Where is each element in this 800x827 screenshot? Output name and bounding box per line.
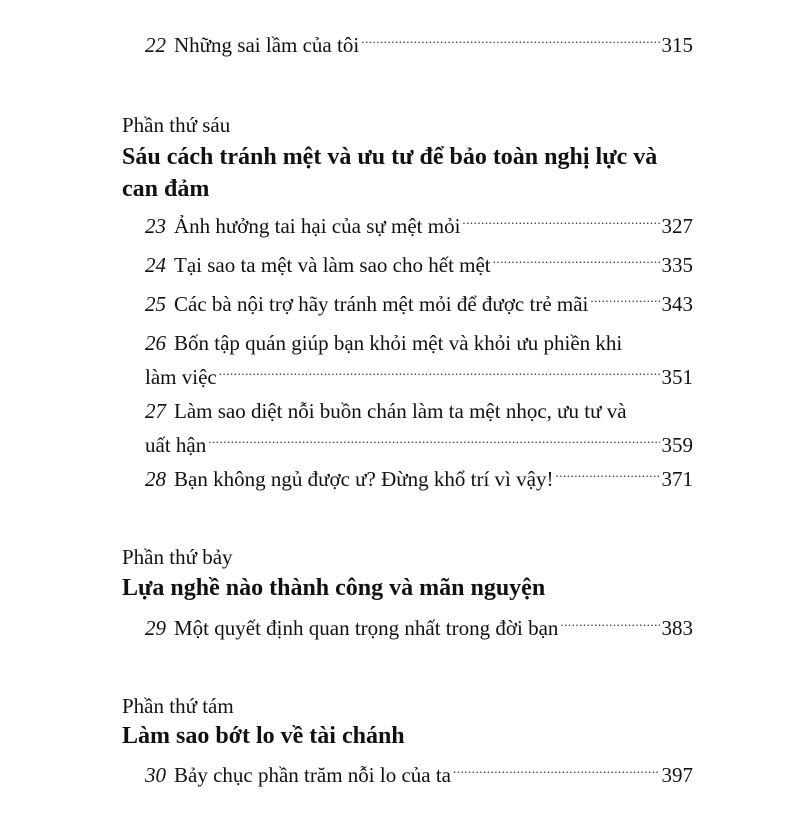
dot-leader	[453, 761, 660, 782]
chapter-title: Các bà nội trợ hãy tránh mệt mỏi để được trẻ mãi	[174, 292, 589, 316]
dot-leader	[208, 431, 659, 452]
page-number: 343	[661, 292, 693, 316]
part-label: Phần thứ sáu	[122, 113, 231, 137]
chapter-title-line: Bốn tập quán giúp bạn khỏi mệt và khỏi ưu phiền khi	[174, 331, 623, 355]
part-label: Phần thứ tám	[122, 694, 234, 718]
page-number: 351	[661, 365, 693, 389]
dot-leader	[560, 614, 659, 635]
toc-entry[interactable]	[145, 611, 693, 645]
toc-entry[interactable]	[145, 209, 693, 243]
chapter-number: 26	[145, 331, 166, 355]
part-title-line: Sáu cách tránh mệt và ưu tư để bảo toàn nghị lực và	[122, 144, 658, 170]
page-number: 335	[661, 253, 693, 277]
toc-entry[interactable]	[145, 28, 693, 62]
chapter-title-line: Làm sao diệt nỗi buồn chán làm ta mệt nhọc, ưu tư và	[174, 399, 627, 423]
page-number: 397	[661, 763, 693, 787]
chapter-number: 28	[145, 467, 166, 491]
chapter-title: Những sai lầm của tôi	[174, 33, 360, 57]
part-title: Làm sao bớt lo về tài chánh	[122, 723, 405, 749]
chapter-number: 29	[145, 616, 166, 640]
dot-leader	[555, 465, 659, 486]
toc-entry[interactable]	[145, 326, 693, 394]
chapter-number: 27	[145, 399, 166, 423]
dot-leader	[493, 251, 660, 272]
toc-entry[interactable]	[145, 287, 693, 321]
toc-entry[interactable]	[145, 394, 693, 462]
chapter-number: 25	[145, 292, 166, 316]
chapter-title-line: uất hận	[145, 433, 207, 457]
chapter-number: 23	[145, 214, 166, 238]
page-number: 359	[661, 433, 693, 457]
part-label: Phần thứ bảy	[122, 545, 233, 569]
part-title-line: can đảm	[122, 176, 210, 202]
part-title: Lựa nghề nào thành công và mãn nguyện	[122, 575, 546, 601]
chapter-title: Tại sao ta mệt và làm sao cho hết mệt	[174, 253, 491, 277]
dot-leader	[590, 290, 659, 311]
page-number: 371	[661, 467, 693, 491]
chapter-number: 24	[145, 253, 166, 277]
part-title	[122, 141, 712, 205]
chapter-number: 30	[145, 763, 166, 787]
toc-entry[interactable]	[145, 462, 693, 496]
dot-leader	[361, 31, 659, 52]
chapter-title: Một quyết định quan trọng nhất trong đời bạn	[174, 616, 559, 640]
chapter-title: Bạn không ngủ được ư? Đừng khổ trí vì vậy!	[174, 467, 554, 491]
chapter-title-line: làm việc	[145, 365, 217, 389]
dot-leader	[462, 212, 659, 233]
dot-leader	[219, 363, 660, 384]
page-number: 383	[661, 616, 693, 640]
chapter-title: Bảy chục phần trăm nỗi lo của ta	[174, 763, 451, 787]
chapter-title: Ảnh hưởng tai hại của sự mệt mỏi	[174, 214, 461, 238]
toc-entry[interactable]	[145, 758, 693, 792]
page-number: 315	[661, 33, 693, 57]
toc-entry[interactable]	[145, 248, 693, 282]
page-number: 327	[661, 214, 693, 238]
chapter-number: 22	[145, 33, 166, 57]
